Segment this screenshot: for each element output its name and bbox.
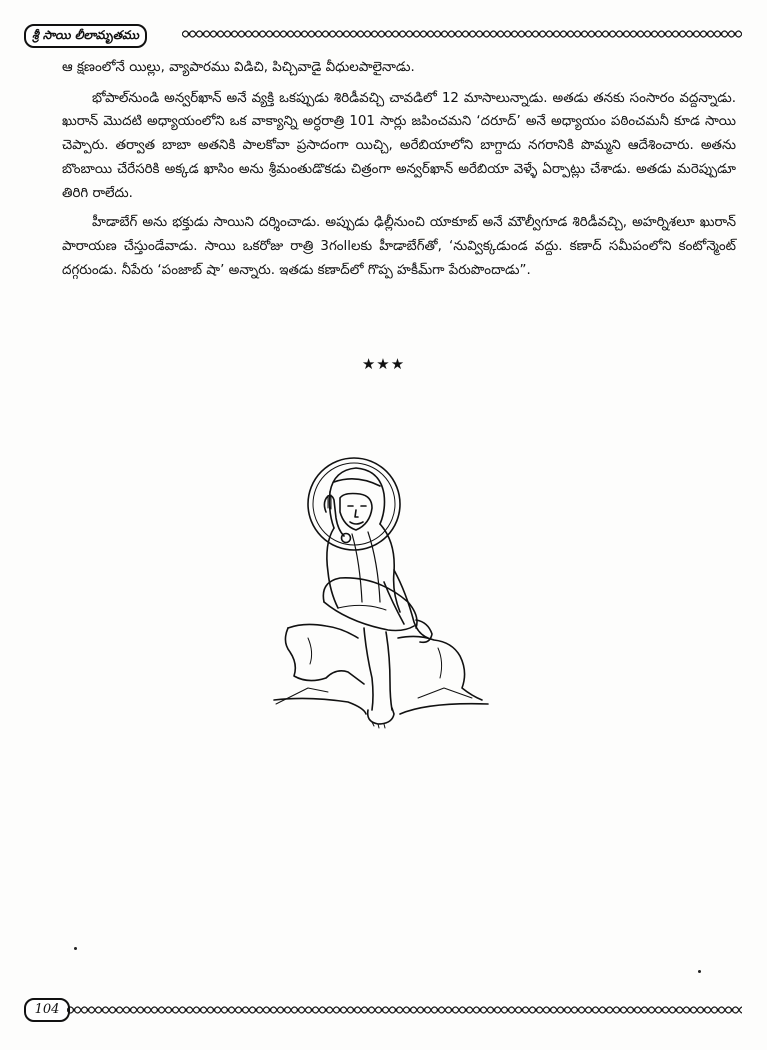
- sai-baba-illustration: [268, 452, 492, 744]
- decorative-border-bottom: [67, 1004, 742, 1016]
- page-number: 104: [24, 998, 70, 1022]
- body-text: [62, 56, 736, 288]
- scan-speck: [698, 970, 701, 973]
- scan-speck: [74, 947, 77, 950]
- decorative-border-top: [182, 28, 742, 40]
- section-separator: ★★★: [361, 355, 406, 373]
- paragraph: హీడాబేగ్ అను భక్తుడు సాయిని దర్శించాడు. అప్పుడు ఢిల్లీనుంచి యాకూబ్ అనే మౌల్వీగూడ శిరిడీవచ్చి, అహర్నిశలూ ఖురాన్ పారాయణ చేస్తుండేవాడు. సాయి ఒకరోజు రాత్రి 3గంllలకు హీడాబేగ్‌తో, ‘నువ్విక్కడుండ వద్దు. కణాద్ సమీపంలోని కంటోన్మెంట్ దగ్గరుండు. నీపేరు ‘పంజాబ్ షా’ అన్నారు. ఇతడు కణాద్‌లో గొప్ప హకీమ్‌గా పేరుపొందాడు”.: [62, 215, 736, 278]
- paragraph: భోపాల్‌నుండి అన్వర్‌ఖాన్ అనే వ్యక్తి ఒకప్పుడు శిరిడీవచ్చి చావడిలో 12 మాసాలున్నాడు. అతడు తనకు సంసారం వద్దన్నాడు. ఖురాన్ మొదటి అధ్యాయంలోని ఒక వాక్యాన్ని అర్ధరాత్రి 101 సార్లు జపించమని ‘దరూద్’ అనే అధ్యాయం పఠించమనీ కూడ సాయి చెప్పారు. తర్వాత బాబా అతనికి పాలకోవా ప్రసాదంగా యిచ్చి, అరేబియాలోని బాగ్దాదు నగరానికి పొమ్మని ఆదేశించారు. అతను బొంబాయి చేరేసరికి అక్కడ ఖాసిం అను శ్రీమంతుడొకడు చిత్రంగా అన్వర్‌ఖాన్ అరేబియా వెళ్ళే ఏర్పాట్లు చేశాడు. అతడు మరెప్పుడూ తిరిగి రాలేదు.: [62, 90, 736, 201]
- page-header: [24, 24, 742, 46]
- paragraph: ఆ క్షణంలోనే యిల్లు, వ్యాపారము విడిచి, పిచ్చివాడై వీధులపాలైనాడు.: [62, 60, 415, 75]
- running-title: శ్రీ సాయి లీలామృతము: [24, 24, 147, 48]
- page-footer: [24, 998, 742, 1022]
